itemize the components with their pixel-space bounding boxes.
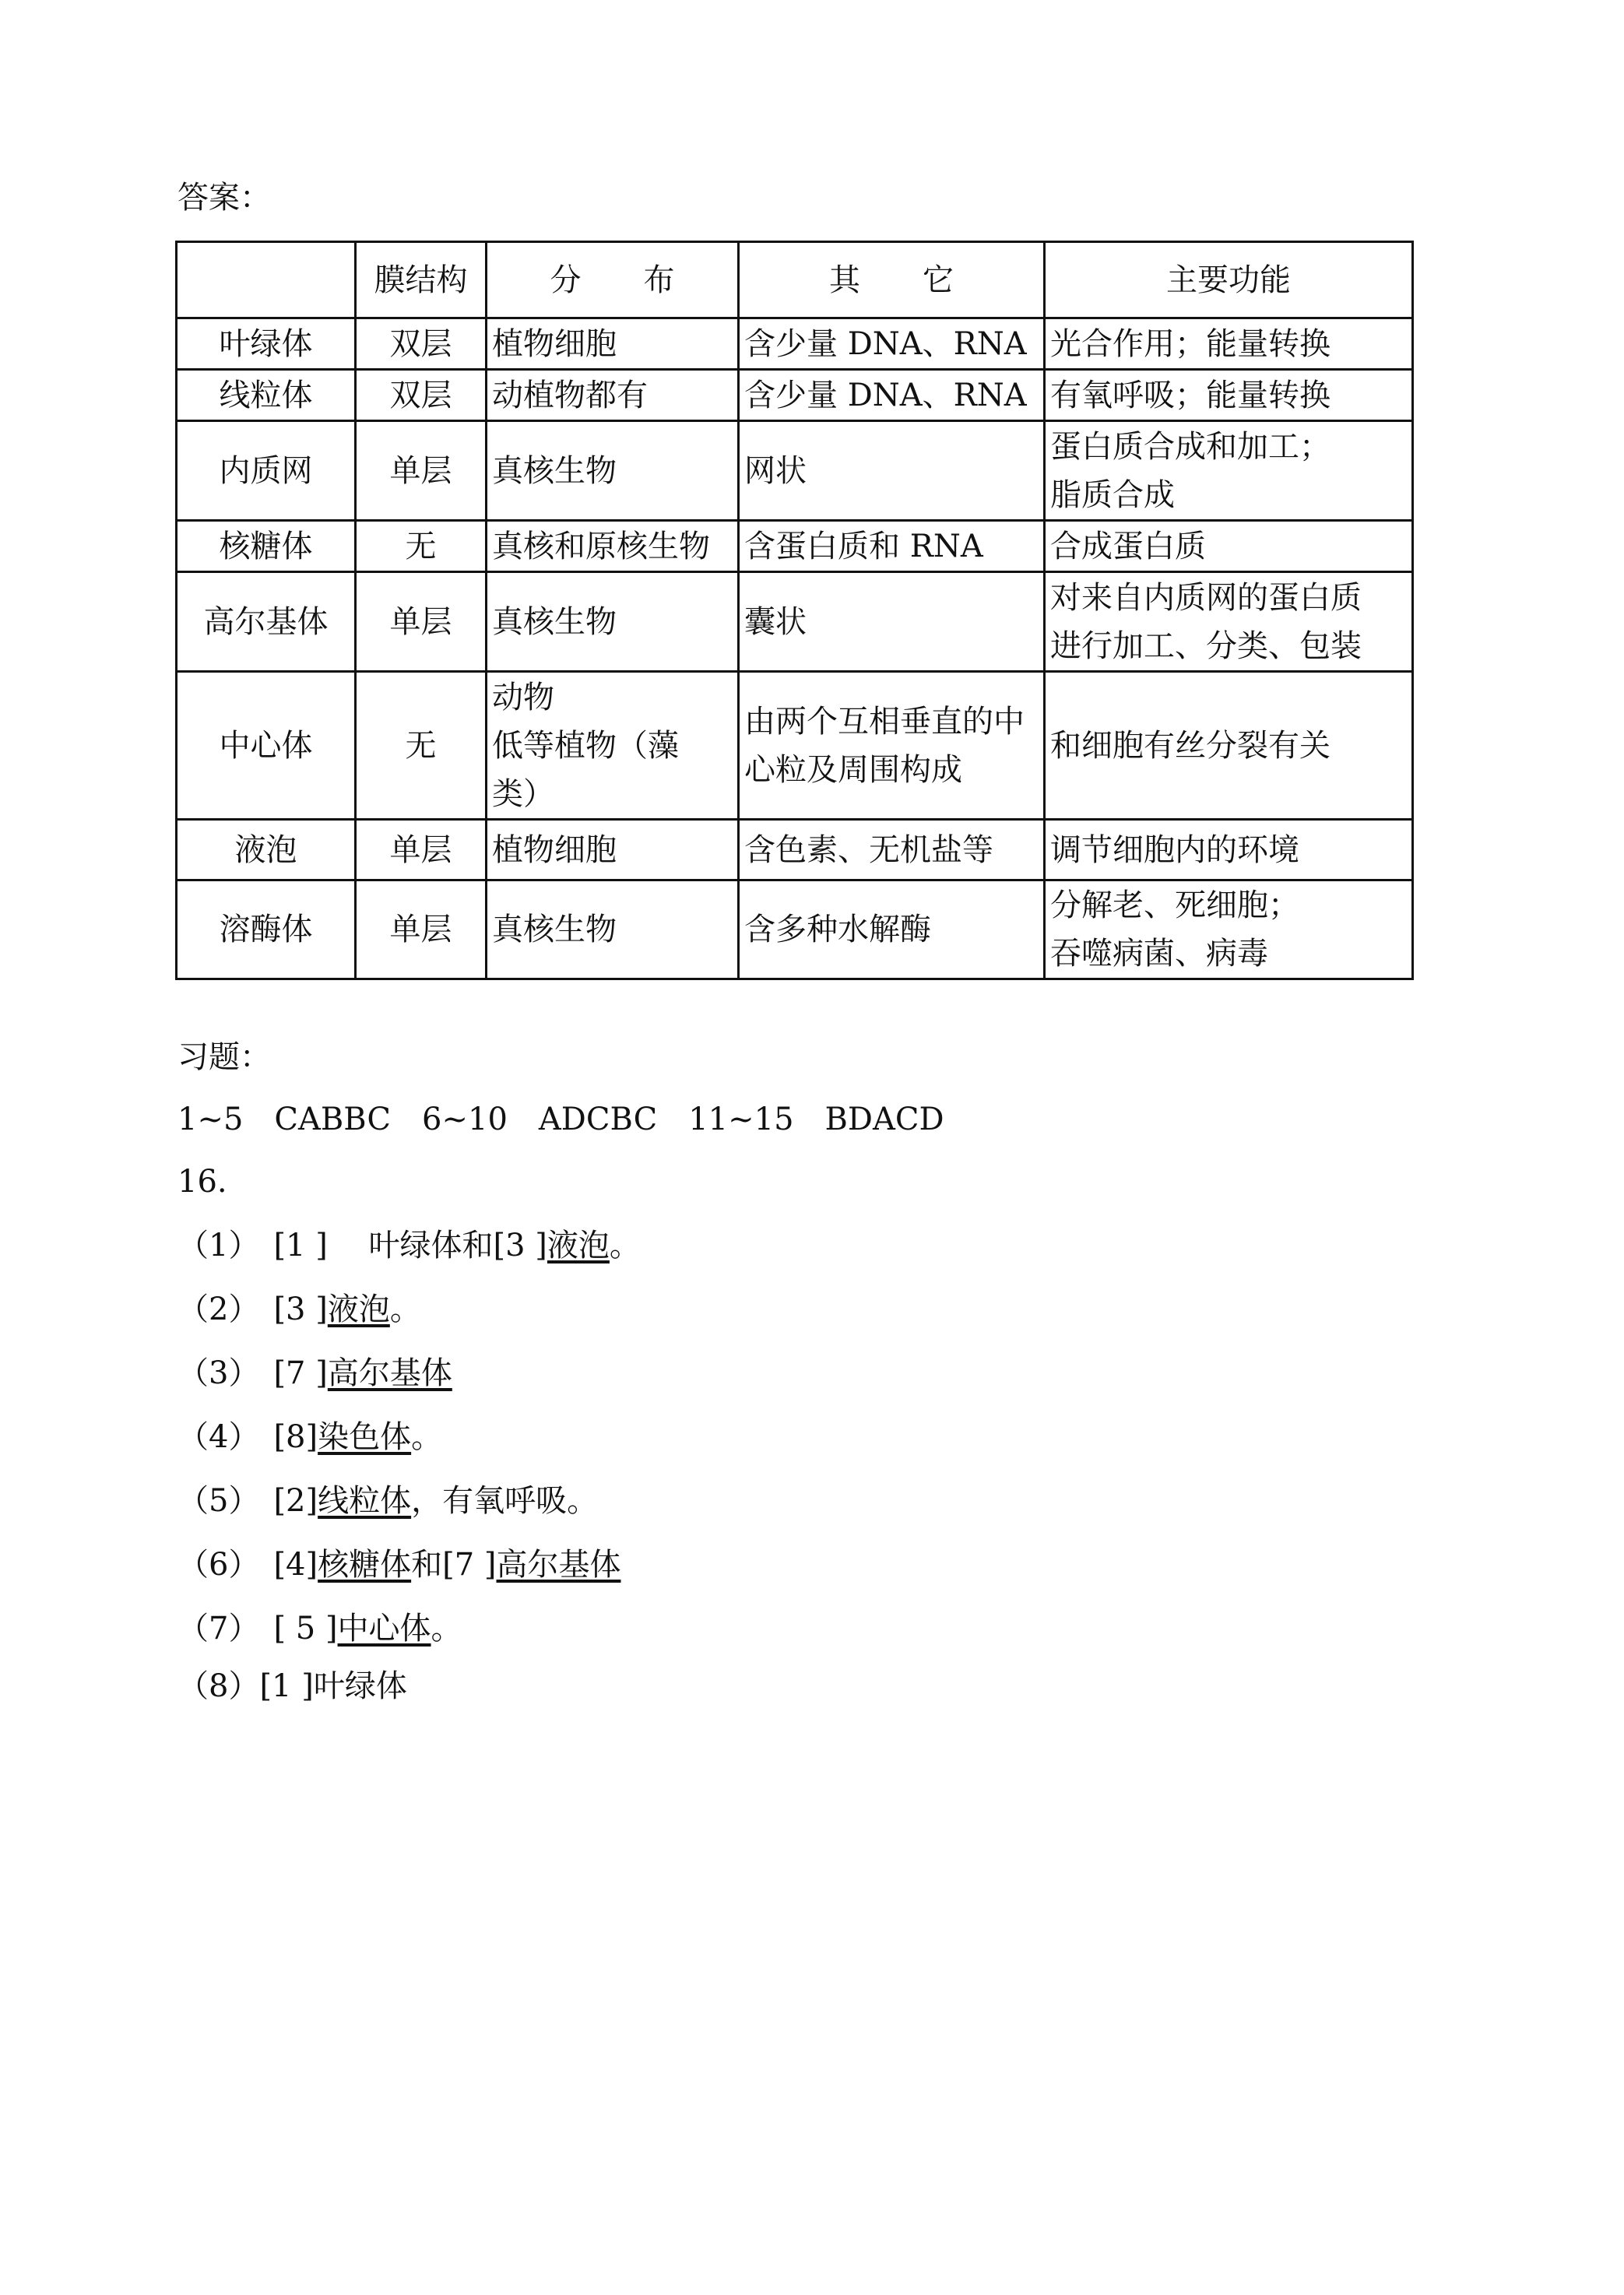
table-row bbox=[177, 820, 1413, 880]
membrane-cell: 双层 bbox=[356, 370, 487, 421]
function-line: 吞噬病菌、病毒 bbox=[1050, 936, 1268, 972]
function-cell: 调节细胞内的环境 bbox=[1045, 820, 1413, 880]
function-line: 进行加工、分类、包装 bbox=[1050, 627, 1362, 664]
answer-connector: 和[7 ] bbox=[411, 1547, 497, 1583]
membrane-cell: 双层 bbox=[356, 318, 487, 370]
distribution-cell: 动植物都有 bbox=[487, 370, 739, 421]
answer-line-4 bbox=[178, 1415, 442, 1459]
distribution-cell: 真核生物 bbox=[487, 572, 739, 672]
membrane-cell: 单层 bbox=[356, 880, 487, 979]
answer-number: （1） bbox=[178, 1228, 260, 1263]
organelle-name: 内质网 bbox=[177, 421, 356, 521]
header-other: 其 它 bbox=[739, 242, 1045, 318]
organelle-name: 线粒体 bbox=[177, 370, 356, 421]
distribution-cell: 真核生物 bbox=[487, 880, 739, 979]
underlined-answer: 液泡 bbox=[547, 1228, 610, 1263]
organelle-name: 液泡 bbox=[177, 820, 356, 880]
answer-text: [7 ] bbox=[273, 1355, 328, 1391]
answer-line-8: （8）[1 ]叶绿体 bbox=[178, 1668, 407, 1704]
other-cell: 囊状 bbox=[739, 572, 1045, 672]
answer-heading: 答案： bbox=[178, 180, 271, 216]
answer-line-6 bbox=[178, 1543, 621, 1587]
underlined-answer: 线粒体 bbox=[318, 1483, 412, 1519]
header-blank bbox=[177, 242, 356, 318]
answer-suffix: 。 bbox=[411, 1419, 443, 1455]
other-cell: 含少量 DNA、RNA bbox=[739, 318, 1045, 370]
other-cell: 含蛋白质和 RNA bbox=[739, 521, 1045, 572]
answer-number: （2） bbox=[178, 1292, 260, 1327]
answer-number: （6） bbox=[178, 1547, 260, 1583]
organelle-name: 中心体 bbox=[177, 672, 356, 820]
distribution-line: 动物 bbox=[492, 679, 554, 715]
multiple-choice-answers: 1~5 CABBC 6~10 ADCBC 11~15 BDACD bbox=[178, 1102, 944, 1137]
table-row bbox=[177, 421, 1413, 521]
distribution-cell: 真核和原核生物 bbox=[487, 521, 739, 572]
function-line: 分解老、死细胞； bbox=[1050, 887, 1299, 923]
underlined-answer: 染色体 bbox=[318, 1419, 412, 1455]
underlined-answer: 中心体 bbox=[337, 1611, 431, 1647]
function-cell bbox=[1045, 880, 1413, 979]
organelle-table bbox=[175, 241, 1414, 980]
underlined-answer: 高尔基体 bbox=[496, 1547, 621, 1583]
header-membrane: 膜结构 bbox=[356, 242, 487, 318]
other-cell: 含多种水解酶 bbox=[739, 880, 1045, 979]
distribution-line: 低等植物（藻 bbox=[492, 727, 679, 764]
answer-suffix: 。 bbox=[609, 1228, 641, 1263]
other-line: 由两个互相垂直的中 bbox=[744, 703, 1025, 740]
answer-number: （7） bbox=[178, 1611, 260, 1647]
table-row bbox=[177, 521, 1413, 572]
membrane-cell: 单层 bbox=[356, 820, 487, 880]
answer-line-5 bbox=[178, 1479, 598, 1523]
table-header-row bbox=[177, 242, 1413, 318]
question-16-label: 16. bbox=[178, 1164, 227, 1200]
header-function: 主要功能 bbox=[1045, 242, 1413, 318]
organelle-name: 溶酶体 bbox=[177, 880, 356, 979]
answer-text: [3 ] bbox=[273, 1292, 328, 1327]
underlined-answer: 高尔基体 bbox=[327, 1355, 452, 1391]
header-distribution: 分 布 bbox=[487, 242, 739, 318]
answer-number: （3） bbox=[178, 1355, 260, 1391]
underlined-answer: 液泡 bbox=[327, 1292, 390, 1327]
answer-text: [4] bbox=[273, 1547, 318, 1583]
function-cell bbox=[1045, 572, 1413, 672]
membrane-cell: 单层 bbox=[356, 421, 487, 521]
answer-line-1 bbox=[178, 1224, 641, 1267]
other-line: 心粒及周围构成 bbox=[744, 751, 962, 788]
answer-text: [2] bbox=[273, 1483, 318, 1519]
membrane-cell: 无 bbox=[356, 672, 487, 820]
table-row bbox=[177, 672, 1413, 820]
answer-suffix: 。 bbox=[431, 1611, 462, 1647]
table-row bbox=[177, 880, 1413, 979]
answer-text: [ 5 ] bbox=[273, 1611, 338, 1647]
distribution-cell: 真核生物 bbox=[487, 421, 739, 521]
answer-number: （4） bbox=[178, 1419, 260, 1455]
organelle-name: 叶绿体 bbox=[177, 318, 356, 370]
answer-line-3 bbox=[178, 1351, 452, 1395]
table-row bbox=[177, 572, 1413, 672]
function-cell: 合成蛋白质 bbox=[1045, 521, 1413, 572]
distribution-cell: 植物细胞 bbox=[487, 820, 739, 880]
other-cell: 含少量 DNA、RNA bbox=[739, 370, 1045, 421]
answer-text: [1 ] 叶绿体和[3 ] bbox=[273, 1228, 547, 1263]
other-cell: 含色素、无机盐等 bbox=[739, 820, 1045, 880]
exercises-heading: 习题： bbox=[178, 1039, 271, 1075]
distribution-cell: 植物细胞 bbox=[487, 318, 739, 370]
membrane-cell: 单层 bbox=[356, 572, 487, 672]
distribution-cell bbox=[487, 672, 739, 820]
answer-suffix: 。 bbox=[389, 1292, 421, 1327]
membrane-cell: 无 bbox=[356, 521, 487, 572]
function-cell: 光合作用；能量转换 bbox=[1045, 318, 1413, 370]
answer-line-2 bbox=[178, 1288, 421, 1331]
function-line: 脂质合成 bbox=[1050, 476, 1175, 513]
function-cell: 有氧呼吸；能量转换 bbox=[1045, 370, 1413, 421]
function-cell bbox=[1045, 421, 1413, 521]
distribution-line: 类） bbox=[492, 775, 554, 812]
function-line: 对来自内质网的蛋白质 bbox=[1050, 579, 1362, 616]
other-cell bbox=[739, 672, 1045, 820]
organelle-name: 高尔基体 bbox=[177, 572, 356, 672]
answer-number: （5） bbox=[178, 1483, 260, 1519]
table-row bbox=[177, 370, 1413, 421]
organelle-name: 核糖体 bbox=[177, 521, 356, 572]
answer-suffix: ，有氧呼吸。 bbox=[411, 1483, 599, 1519]
answer-line-7 bbox=[178, 1607, 462, 1650]
other-cell: 网状 bbox=[739, 421, 1045, 521]
function-line: 蛋白质合成和加工； bbox=[1050, 428, 1330, 465]
function-cell: 和细胞有丝分裂有关 bbox=[1045, 672, 1413, 820]
answer-text: [8] bbox=[273, 1419, 318, 1455]
table-row bbox=[177, 318, 1413, 370]
underlined-answer: 核糖体 bbox=[318, 1547, 412, 1583]
